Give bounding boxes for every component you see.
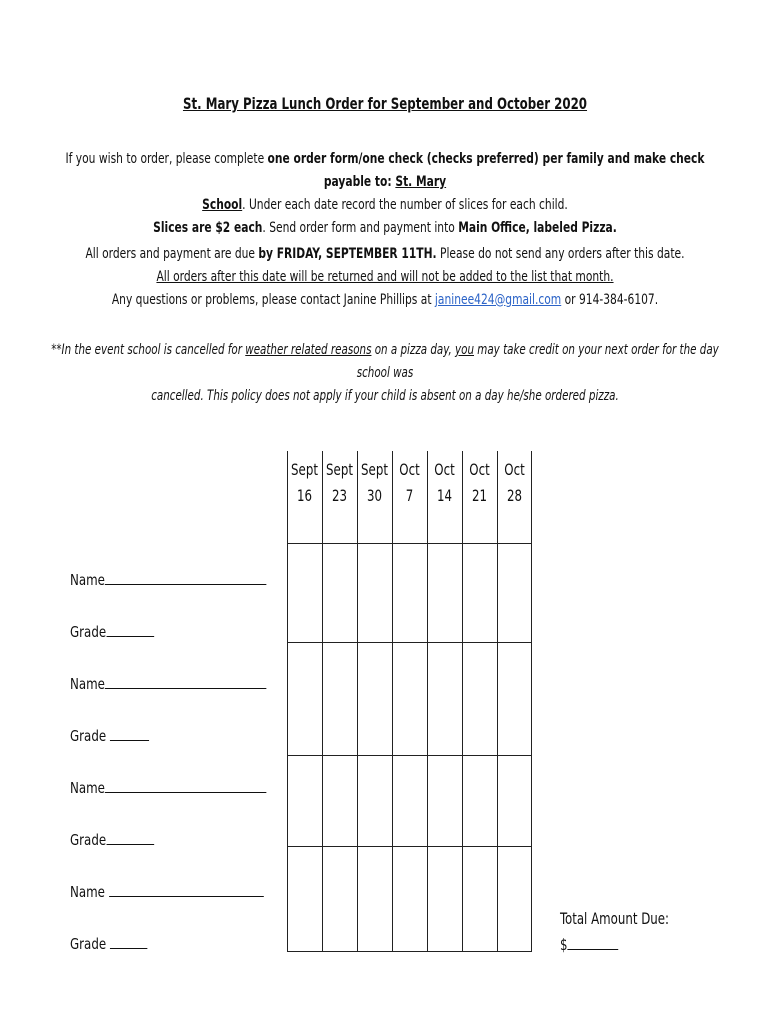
grid-line [357,451,358,952]
weather-policy-paragraph: **In the event school is cancelled for weather related reasons on a pizza day, you may take credit on your next order for the day school was cancelled. This policy does not apply if your child is absent on a day he/she ordered pizza. [51,342,719,404]
date-column-header: Sept 23 [326,460,353,505]
total-amount-field[interactable]: $ [560,932,669,958]
instructions-paragraph: If you wish to order, please complete one order form/one check (checks preferred) per family and make check payable to: St. Mary School. Under each date record the number of slices for each child. Slices are $2 each. Send order form and payment into Main Office, labeled Pizza. [65,151,705,236]
grid-line [392,451,393,952]
date-column-header: Oct 28 [504,460,525,505]
grid-line [287,543,532,544]
child-name-field[interactable]: Name [70,570,301,589]
child-grade-field[interactable]: Grade [70,726,163,745]
total-label: Total Amount Due: [560,909,670,928]
grid-line [287,951,532,952]
grid-line [287,451,288,952]
child-name-field[interactable]: Name [70,778,301,797]
contact-email-link[interactable]: janinee424@gmail.com [434,292,562,308]
total-amount-due [560,906,693,958]
form-title: St. Mary Pizza Lunch Order for September and October 2020 [182,94,588,113]
grid-line [462,451,463,952]
grid-line [322,451,323,952]
child-grade-field[interactable]: Grade [70,934,161,953]
grid-line [427,451,428,952]
order-grid [287,451,532,952]
child-grade-field[interactable]: Grade [70,622,169,641]
date-column-header: Oct 21 [469,460,490,505]
grid-line [531,451,532,952]
date-column-header: Sept 16 [291,460,318,505]
deadline-paragraph: All orders and payment are due by FRIDAY, SEPTEMBER 11TH. Please do not send any orders after this date. All orders after this date will be returned and will not be added to the list that month. Any questions or problems, please contact Janine Phillips at janinee424@gmail.com or 914-384-6107. [85,246,685,308]
grid-line [497,451,498,952]
child-grade-field[interactable]: Grade [70,830,169,849]
grid-line [287,846,532,847]
date-column-header: Oct 7 [399,460,420,505]
date-column-header: Oct 14 [434,460,455,505]
date-column-header: Sept 30 [361,460,388,505]
child-name-field[interactable]: Name [70,674,301,693]
child-name-field[interactable]: Name [70,882,298,901]
grid-line [287,755,532,756]
grid-line [287,642,532,643]
